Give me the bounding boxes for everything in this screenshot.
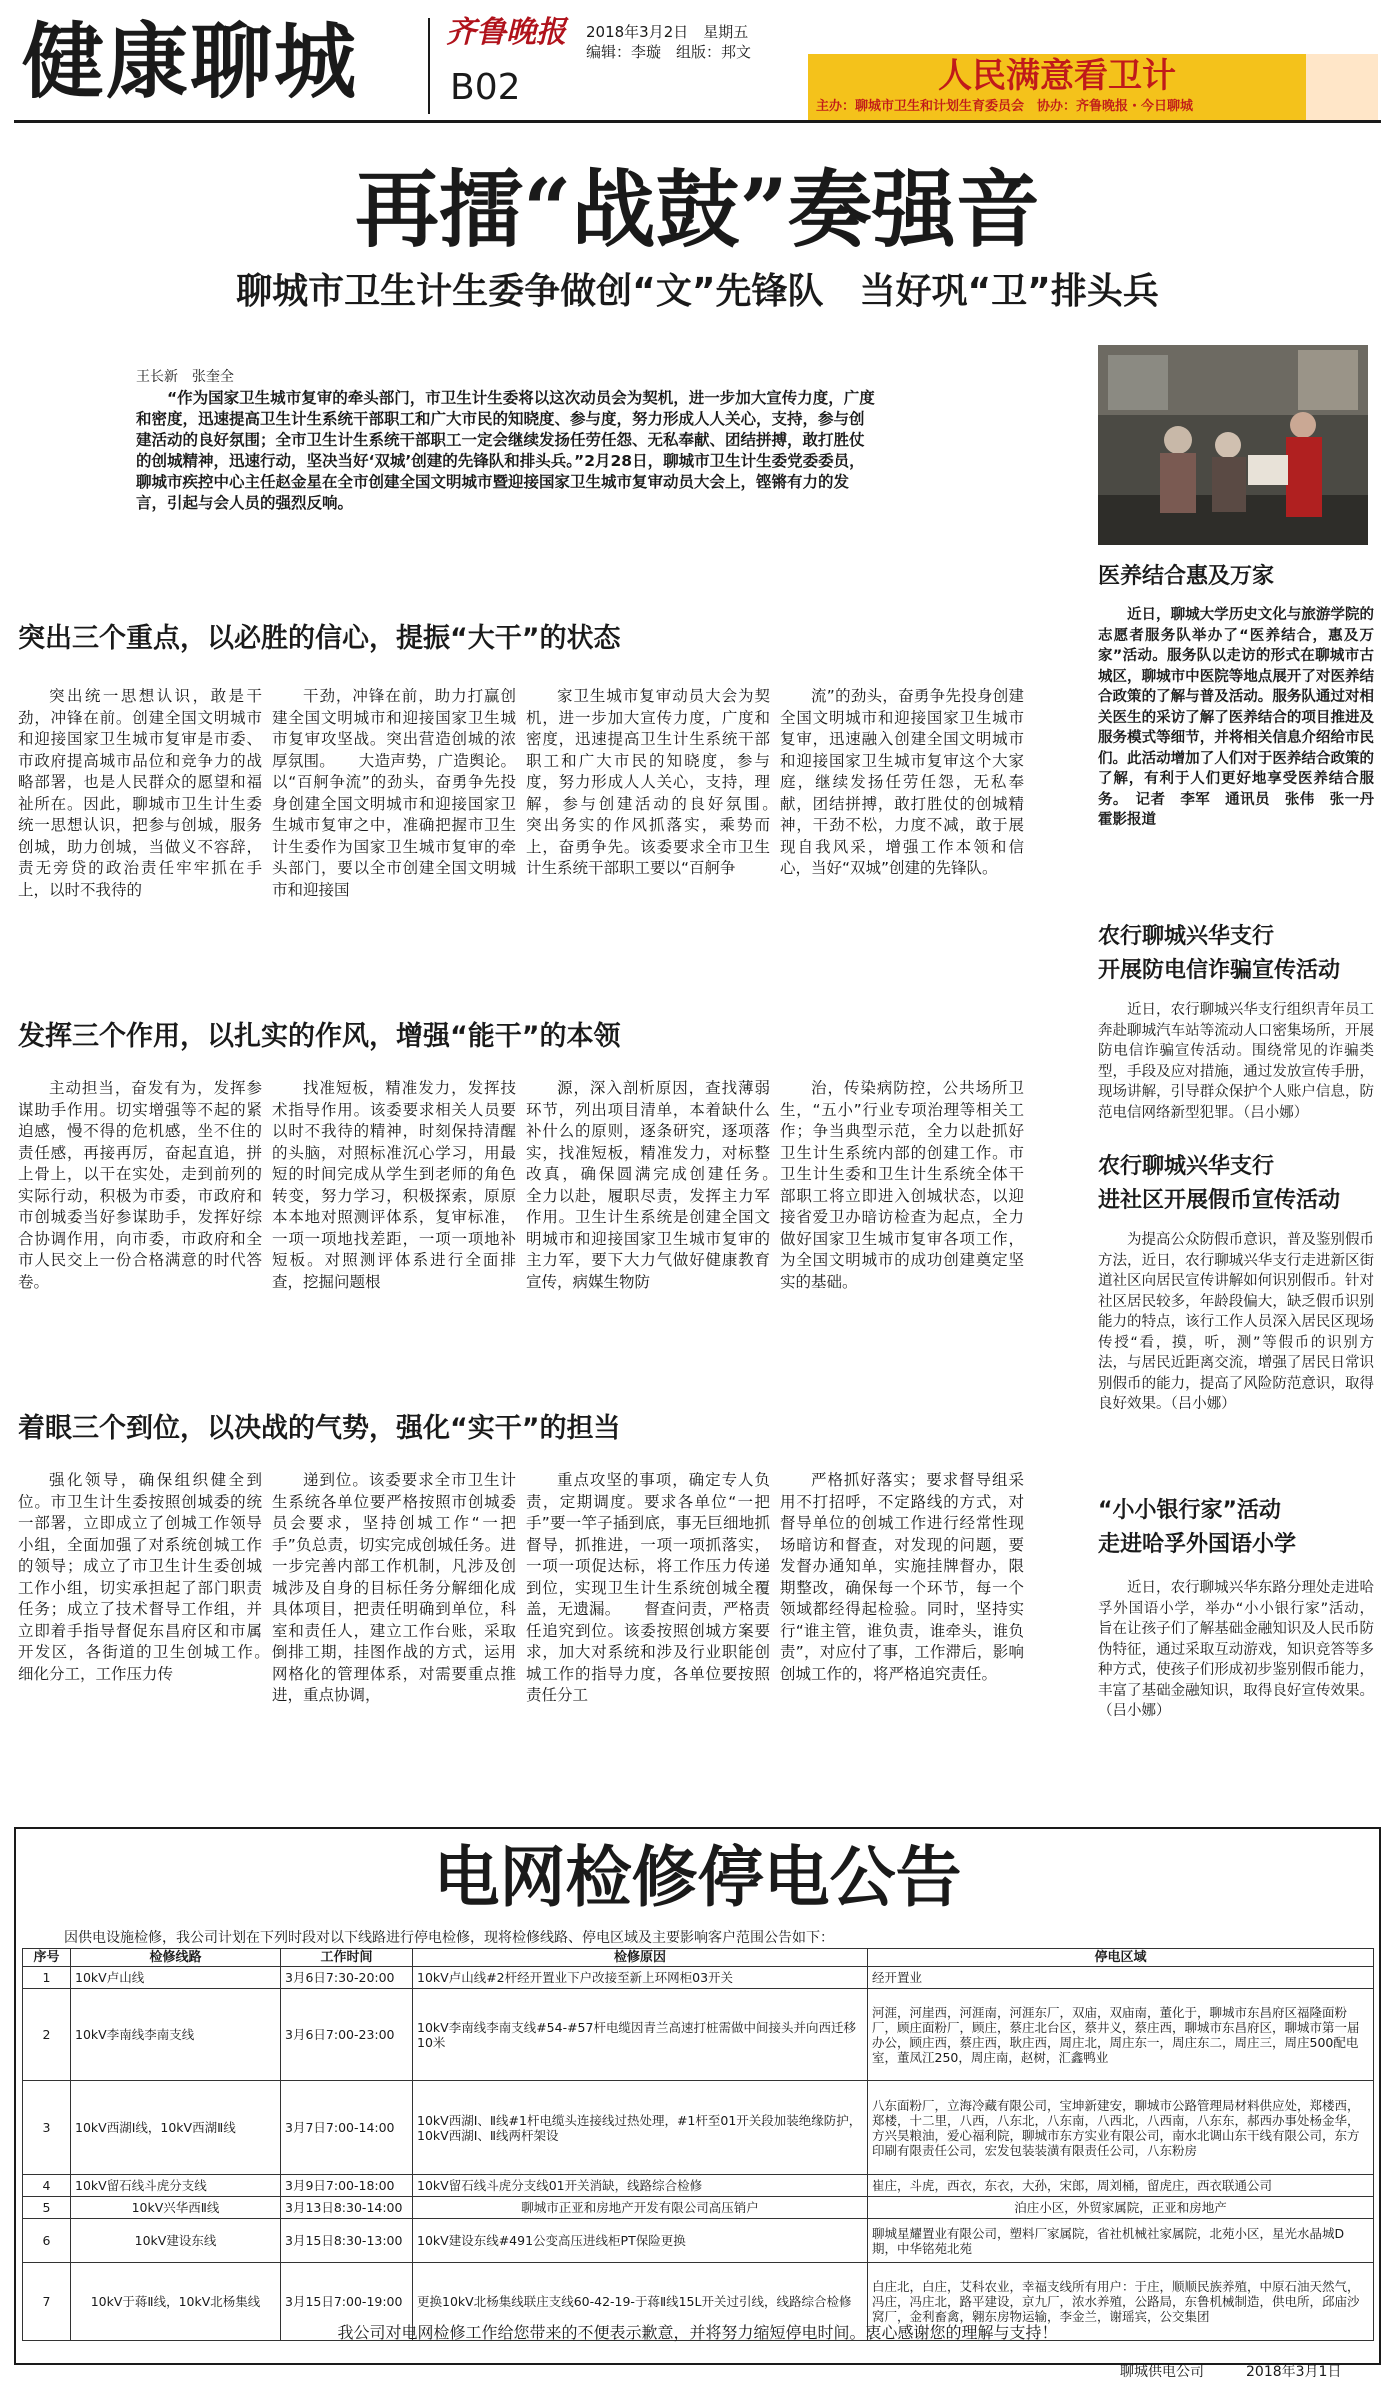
lede-paragraph: [136, 388, 876, 514]
editor-credits: 编辑：李璇 组版：邦文: [586, 43, 752, 61]
table-cell: 3月13日8:30-14:00: [281, 2197, 413, 2219]
table-cell: 6: [23, 2219, 71, 2263]
section-2-column-4: [780, 1078, 1024, 1378]
issue-date: 2018年3月2日 星期五: [586, 23, 749, 41]
table-row: [23, 2175, 1374, 2197]
table-cell: 3月7日7:00-14:00: [281, 2081, 413, 2175]
lede-text: “作为国家卫生城市复审的牵头部门，市卫生计生委将以这次动员会为契机，进一步加大宣传力度，广度和密度，迅速提高卫生计生系统干部职工和广大市民的知晓度、参与度，努力形成人人关心，支持，参与创建活动的良好氛围；全市卫生计生系统干部职工一定会继续发扬任劳任怨、无私奉献、团结拼搏，敢打胜仗的创城精神，迅速行动，坚决当好‘双城’创建的先锋队和排头兵。”2月28日，聊城市卫生计生委党委委员，聊城市疾控中心主任赵金星在全市创建全国文明城市暨迎接国家卫生城市复审动员大会上，铿锵有力的发言，引起与会人员的强烈反响。: [136, 389, 875, 512]
table-cell: 经开置业: [868, 1967, 1374, 1989]
table-cell: 聊城星耀置业有限公司，塑料厂家属院，省社机械社家属院，北苑小区，星光水晶城D期，中华铭苑北苑: [868, 2219, 1374, 2263]
banner-title: 人民满意看卫计: [938, 56, 1176, 96]
section-2-column-1: [18, 1078, 262, 1378]
col-header-area: 停电区域: [868, 1949, 1374, 1967]
sidebar-story-4: [1098, 1578, 1374, 1810]
notice-date: 2018年3月1日: [1246, 2364, 1342, 2380]
table-cell: 10kV西湖Ⅰ线，10kV西湖Ⅱ线: [71, 2081, 281, 2175]
paragraph-text: 突出统一思想认识，敢是干劲，冲锋在前。创建全国文明城市和迎接国家卫生城市复审是市委、市政府提高城市品位和竞争力的战略部署，也是人民群众的愿望和福祉所在。因此，聊城市卫生计生委统一思想认识，把参与创城，服务创城，助力创城，当做义不容辞，责无旁贷的政治责任牢牢抓在手上，以时不我待的: [18, 687, 262, 899]
table-cell: 5: [23, 2197, 71, 2219]
table-cell: 白庄北，白庄，艾科农业，幸福支线所有用户：于庄，顺顺民族养殖，中原石油天然气，冯庄，冯庄北，路平建设，京九厂，浓水养殖，公路局，东鲁机械制造，供电所，邱庙沙窝厂，金利畜禽，翱东房物运输，李金兰，谢瑶宾，公交集团: [868, 2263, 1374, 2341]
col-header-reason: 检修原因: [413, 1949, 868, 1967]
paragraph-text: 流”的劲头，奋勇争先投身创建全国文明城市和迎接国家卫生城市复审，迅速融入创建全国文明城市和迎接国家卫生城市复审这个大家庭，继续发扬任劳任怨，无私奉献，团结拼搏，敢打胜仗的创城精神，干劲不松，力度不减，敢于展现自我风采，增强工作本领和信心，当好“双城”创建的先锋队。: [780, 687, 1024, 877]
table-cell: 10kV留石线斗虎分支线: [71, 2175, 281, 2197]
table-row: [23, 1989, 1374, 2081]
main-headline: 再擂“战鼓”奏强音: [355, 160, 1040, 259]
table-cell: 7: [23, 2263, 71, 2341]
table-cell: 10kV留石线斗虎分支线01开关消缺，线路综合检修: [413, 2175, 868, 2197]
table-cell: 10kV卢山线: [71, 1967, 281, 1989]
paragraph-text: 重点攻坚的事项，确定专人负责，定期调度。要求各单位“一把手”要一竿子插到底，事无巨细地抓督导，抓推进，一项一项抓落实，一项一项促达标，将工作压力传递到位，实现卫生计生系统创城全覆盖，无遗漏。 督查问责，严格责任追究到位。该委按照创城方案要求，加大对系统和涉及行业职能创城工作的指导力度，各单位要按照责任分工: [526, 1471, 770, 1704]
photo-illustration: [1098, 345, 1368, 545]
paragraph-text: 干劲，冲锋在前，助力打赢创建全国文明城市和迎接国家卫生城市复审攻坚战。突出营造创城的浓厚氛围。 大造声势，广造舆论。以“百舸争流”的劲头，奋勇争先投身创建全国文明城市和迎接国家卫生城市复审之中，准确把握市卫生计生委作为国家卫生城市复审的牵头部门，要以全市创建全国文明城市和迎接国: [272, 687, 516, 899]
column-banner: [808, 54, 1378, 122]
table-cell: 10kV李南线李南支线#54-#57杆电缆因青兰高速打桩需做中间接头并向西迁移10米: [413, 1989, 868, 2081]
notice-title: 电网检修停电公告: [433, 1839, 962, 1916]
paragraph-text: 家卫生城市复审动员大会为契机，进一步加大宣传力度，广度和密度，迅速提高卫生计生系统干部职工和广大市民的知晓度，参与度，努力形成人人关心，支持，理解，参与创建活动的良好氛围。 突出务实的作风抓落实，乘势而上，奋勇争先。该委要求全市卫生计生系统干部职工要以“百舸争: [526, 687, 770, 877]
section-3-column-1: [18, 1470, 262, 1810]
paragraph-text: 严格抓好落实；要求督导组采用不打招呼，不定路线的方式，对督导单位的创城工作进行经常性现场暗访和督查，对发现的问题，要发督办通知单，实施挂牌督办，限期整改，确保每一个环节，每一个领域都经得起检验。同时，坚持实行“谁主管，谁负责，谁牵头，谁负责”，对应付了事，工作滞后，影响创城工作的，将严格追究责任。: [780, 1471, 1024, 1683]
page-number: B02: [450, 67, 521, 108]
table-cell: 10kV建设东线#491公变高压进线柜PT保险更换: [413, 2219, 868, 2263]
table-cell: 河涯，河崖西，河涯南，河涯东厂，双庙，双庙南，董化于，聊城市东昌府区福隆面粉厂，顾庄面粉厂，顾庄，蔡庄北台区，蔡井义，蔡庄西，聊城市东昌府区，聊城市第一届办公，顾庄西，蔡庄西，耿庄西，周庄北，周庄东一，周庄东二，周庄三，周庄500配电室，董凤江250，周庄南，赵树，汇鑫鸭业: [868, 1989, 1374, 2081]
table-cell: 3月6日7:30-20:00: [281, 1967, 413, 1989]
section-1-column-2: [272, 686, 516, 986]
table-cell: 10kV于蒋Ⅱ线，10kV北杨集线: [71, 2263, 281, 2341]
table-cell: 3月15日7:00-19:00: [281, 2263, 413, 2341]
sub-headline: 聊城市卫生计生委争做创“文”先锋队 当好巩“卫”排头兵: [236, 271, 1159, 312]
table-cell: 泊庄小区，外贸家属院，正亚和房地产: [868, 2197, 1374, 2219]
sidebar-headline-2a: 农行聊城兴华支行: [1098, 924, 1275, 949]
paragraph-text: 近日，农行聊城兴华支行组织青年员工奔赴聊城汽车站等流动人口密集场所，开展防电信诈骗宣传活动。围绕常见的诈骗类型，手段及应对措施，通过发放宣传手册，现场讲解，引导群众保护个人账户信息，防范电信网络新型犯罪。（吕小娜）: [1098, 1002, 1374, 1121]
outage-table: [22, 1948, 1374, 2341]
sidebar-story-3: [1098, 1230, 1374, 1480]
sidebar-headline-3a: 农行聊城兴华支行: [1098, 1154, 1275, 1179]
table-cell: 10kV卢山线#2杆经开置业下户改接至新上环网柜03开关: [413, 1967, 868, 1989]
table-cell: 八东面粉厂，立海冷藏有限公司，宝坤新建安，聊城市公路管理局材料供应处，郑楼西，郑楼，十二里，八西，八东北，八东南，八西北，八西南，八东东，郝西办事处杨金华，方兴昊粮油，爱心福利院，聊城市东方实业有限公司，南水北调山东干线有限公司，东方印刷有限责任公司，宏发包装装潢有限责任公司，八东粉房: [868, 2081, 1374, 2175]
table-cell: 3月9日7:00-18:00: [281, 2175, 413, 2197]
paragraph-text: 强化领导，确保组织健全到位。市卫生计生委按照创城委的统一部署，立即成立了创城工作领导小组，全面加强了对系统创城工作的领导；成立了市卫生计生委创城工作小组，切实承担起了部门职责任务；成立了技术督导工作组，并立即着手指导督促东昌府区和市属开发区，各街道的卫生创城工作。 细化分工，工作压力传: [18, 1471, 262, 1683]
sidebar-story-2: [1098, 1000, 1374, 1146]
paragraph-text: 主动担当，奋发有为，发挥参谋助手作用。切实增强等不起的紧迫感，慢不得的危机感，坐不住的责任感，再接再厉，奋起直追，拼上骨上，以干在实处，走到前列的实际行动，积极为市委，市政府和市创城委当好参谋助手，发挥好综合协调作用，向市委，市政府和全市人民交上一份合格满意的时代答卷。: [18, 1079, 262, 1291]
sidebar-headline-2b: 开展防电信诈骗宣传活动: [1098, 958, 1341, 983]
section-heading-2: 发挥三个作用，以扎实的作风，增强“能干”的本领: [18, 1021, 621, 1052]
section-1-column-1: [18, 686, 262, 986]
sidebar-story-1: [1098, 605, 1374, 907]
table-cell: 4: [23, 2175, 71, 2197]
table-cell: 3月6日7:00-23:00: [281, 1989, 413, 2081]
table-cell: 10kV李南线李南支线: [71, 1989, 281, 2081]
table-cell: 3: [23, 2081, 71, 2175]
table-cell: 崔庄，斗虎，西衣，东衣，大孙，宋郎，周刘桶，留虎庄，西衣联通公司: [868, 2175, 1374, 2197]
paragraph-text: 找准短板，精准发力，发挥技术指导作用。该委要求相关人员要以时不我待的精神，时刻保持清醒的头脑，对照标准沉心学习，用最短的时间完成从学生到老师的角色转变，努力学习，积极探索，原原本本地对照测评体系，复审标准，一项一项地找差距，一项一项地补短板。对照测评体系进行全面排查，挖掘问题根: [272, 1079, 516, 1291]
paragraph-text: 源，深入剖析原因，查找薄弱环节，列出项目清单，本着缺什么补什么的原则，逐条研究，逐项落实，找准短板，精准发力，对标整改真，确保圆满完成创建任务。 全力以赴，履职尽责，发挥主力军作用。卫生计生系统是创建全国文明城市和迎接国家卫生城市复审的主力军，要下大力气做好健康教育宣传，病媒生物防: [526, 1079, 770, 1291]
table-cell: 聊城市正亚和房地产开发有限公司高压销户: [413, 2197, 868, 2219]
newspaper-logo: 齐鲁晚报: [446, 15, 566, 50]
paragraph-text: 递到位。该委要求全市卫生计生系统各单位要严格按照市创城委员会要求，坚持创城工作“一把手”负总责，切实完成创城任务。进一步完善内部工作机制，凡涉及创城涉及自身的目标任务分解细化成具体项目，把责任明确到单位，科室和责任人，建立工作台账，采取倒排工期，挂图作战的方式，运用网格化的管理体系，对需要重点推进，重点协调，: [272, 1471, 516, 1704]
section-3-column-4: [780, 1470, 1024, 1810]
table-row: [23, 2081, 1374, 2175]
table-cell: 10kV建设东线: [71, 2219, 281, 2263]
banner-decoration: [1306, 54, 1378, 122]
byline: 王长新 张奎全: [136, 369, 234, 385]
table-row: [23, 1967, 1374, 1989]
paragraph-text: 治，传染病防控，公共场所卫生，“五小”行业专项治理等相关工作；争当典型示范，全力以赴抓好卫生计生系统内部的创建工作。市卫生计生委和卫生计生系统全体干部职工将立即进入创城状态，以迎接省爱卫办暗访检查为起点，全力做好国家卫生城市复审各项工作，为全国文明城市的成功创建奠定坚实的基础。: [780, 1079, 1024, 1291]
col-header-line: 检修线路: [71, 1949, 281, 1967]
header-rule: [14, 120, 1381, 123]
section-3-column-3: [526, 1470, 770, 1810]
col-header-time: 工作时间: [281, 1949, 413, 1967]
table-cell: 更换10kV北杨集线联庄支线60-42-19-于蒋Ⅱ线15L开关过引线，线路综合检修: [413, 2263, 868, 2341]
sidebar-headline-1: 医养结合惠及万家: [1098, 564, 1275, 589]
table-cell: 10kV西湖Ⅰ、Ⅱ线#1杆电缆头连接线过热处理，#1杆至01开关段加装绝缘防护，10kV西湖Ⅰ、Ⅱ线两杆架设: [413, 2081, 868, 2175]
section-2-column-3: [526, 1078, 770, 1378]
page-section-title: 健康聊城: [22, 14, 359, 110]
section-3-column-2: [272, 1470, 516, 1810]
section-heading-3: 着眼三个到位，以决战的气势，强化“实干”的担当: [18, 1413, 621, 1444]
news-photo: [1098, 345, 1368, 545]
table-row: [23, 2219, 1374, 2263]
section-1-column-4: [780, 686, 1024, 986]
table-cell: 10kV兴华西Ⅱ线: [71, 2197, 281, 2219]
table-row: [23, 2197, 1374, 2219]
table-cell: 1: [23, 1967, 71, 1989]
table-header-row: [23, 1949, 1374, 1967]
section-2-column-2: [272, 1078, 516, 1378]
notice-intro: 因供电设施检修，我公司计划在下列时段对以下线路进行停电检修，现将检修线路、停电区域及主要影响客户范围公告如下：: [64, 1930, 834, 1946]
banner-sponsors: 主办：聊城市卫生和计划生育委员会 协办：齐鲁晚报・今日聊城: [816, 99, 1194, 114]
paragraph-text: 近日，聊城大学历史文化与旅游学院的志愿者服务队举办了“医养结合，惠及万家”活动。服务队以走访的形式在聊城市古城区，聊城市中医院等地点展开了对医养结合政策的了解与普及活动。服务队通过对相关医生的采访了解了医养结合的项目推进及服务模式等细节，并将相关信息介绍给市民们。此活动增加了人们对于医养结合政策的了解，有利于人们更好地享受医养结合服务。 记者 李军 通讯员 张伟 张一丹 霍影报道: [1098, 607, 1374, 828]
sidebar-headline-4b: 走进哈孚外国语小学: [1098, 1532, 1297, 1557]
section-1-column-3: [526, 686, 770, 986]
notice-signature: 聊城供电公司: [1120, 2364, 1204, 2380]
col-header-index: 序号: [23, 1949, 71, 1967]
header-divider: [428, 18, 430, 114]
section-heading-1: 突出三个重点，以必胜的信心，提振“大干”的状态: [18, 623, 621, 654]
table-cell: 2: [23, 1989, 71, 2081]
sidebar-headline-4a: “小小银行家”活动: [1098, 1498, 1281, 1523]
table-cell: 3月15日8:30-13:00: [281, 2219, 413, 2263]
notice-apology: 我公司对电网检修工作给您带来的不便表示歉意，并将努力缩短停电时间。衷心感谢您的理解与支持！: [337, 2323, 1058, 2342]
paragraph-text: 为提高公众防假币意识，普及鉴别假币方法，近日，农行聊城兴华支行走进新区街道社区向居民宣传讲解如何识别假币。针对社区居民较多，年龄段偏大，缺乏假币识别能力的特点，该行工作人员深入居民区现场传授“看，摸，听，测”等假币的识别方法，与居民近距离交流，增强了居民日常识别假币的能力，提高了风险防范意识，取得良好效果。（吕小娜）: [1098, 1232, 1374, 1412]
sidebar-headline-3b: 进社区开展假币宣传活动: [1098, 1188, 1341, 1213]
paragraph-text: 近日，农行聊城兴华东路分理处走进哈孚外国语小学，举办“小小银行家”活动，旨在让孩子们了解基础金融知识及人民币防伪特征，通过采取互动游戏，知识竞答等多种方式，使孩子们形成初步鉴别假币能力，丰富了基础金融知识，取得良好宣传效果。（吕小娜）: [1098, 1580, 1374, 1719]
